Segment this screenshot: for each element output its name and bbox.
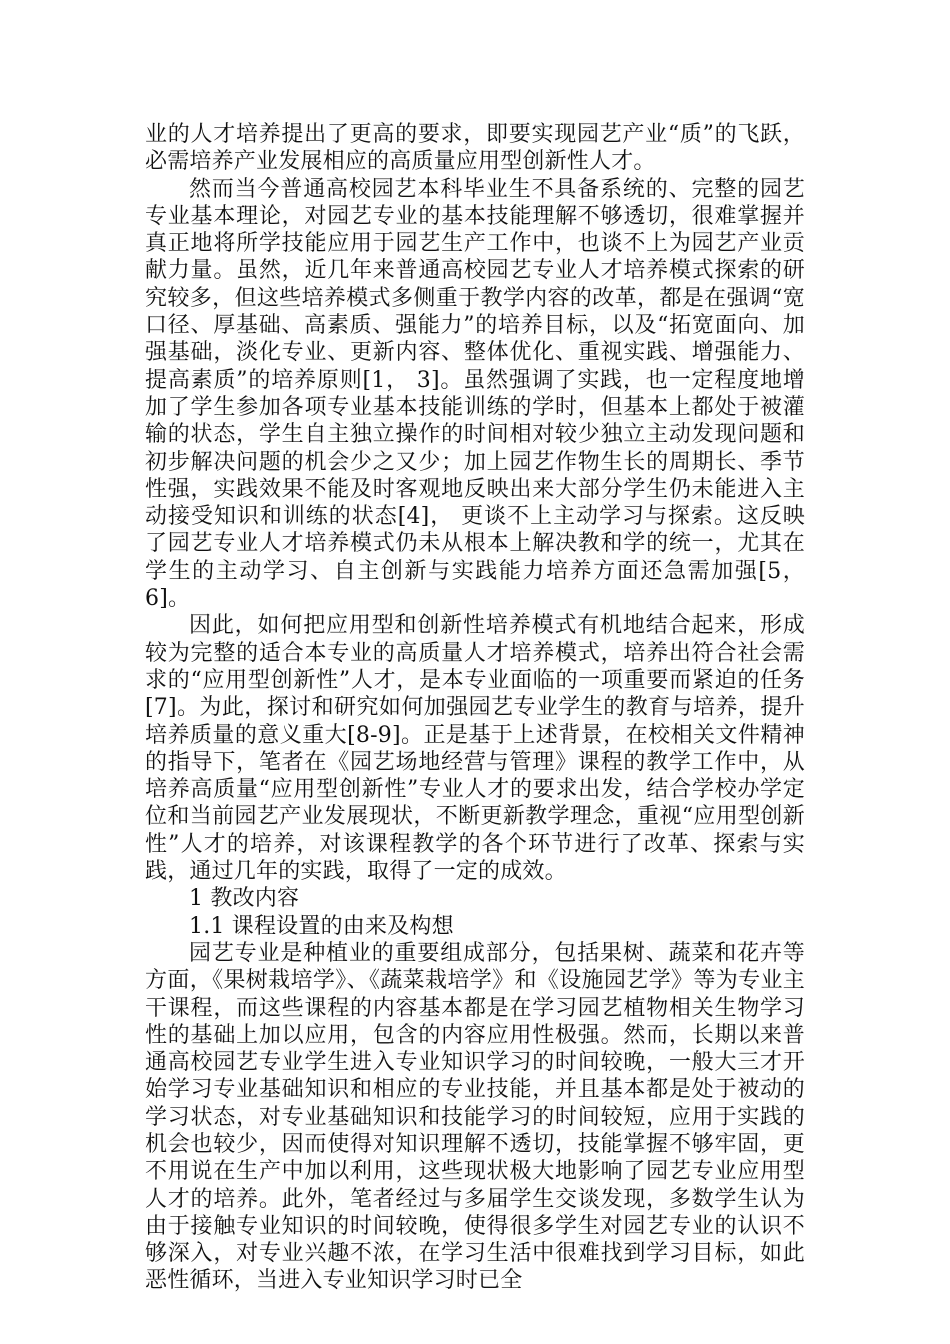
paragraph-therefore: 因此，如何把应用型和创新性培养模式有机地结合起来，形成较为完整的适合本专业的高质量人才培养模式，培养出符合社会需求的“应用型创新性”人才，是本专业面临的一项重要而紧迫的任务[7]。为此，探讨和研究如何加强园艺专业学生的教育与培养，提升培养质量的意义重大[8-9]。正是基于上述背景，在校相关文件精神的指导下，笔者在《园艺场地经营与管理》课程的教学工作中，从培养高质量“应用型创新性”专业人才的要求出发，结合学校办学定位和当前园艺产业发展现状，不断更新教学理念，重视“应用型创新性”人才的培养，对该课程教学的各个环节进行了改革、探索与实践，通过几年的实践，取得了一定的成效。 bbox=[145, 613, 805, 885]
subsection-heading: 1.1 课程设置的由来及构想 bbox=[189, 913, 454, 939]
paragraph-continued: 业的人才培养提出了更高的要求，即要实现园艺产业“质”的飞跃，必需培养产业发展相应的高质量应用型创新性人才。 bbox=[145, 122, 805, 175]
section-heading: 1 教改内容 bbox=[189, 886, 300, 912]
paragraph-problem: 然而当今普通高校园艺本科毕业生不具备系统的、完整的园艺专业基本理论，对园艺专业的基本技能理解不够透切，很难掌握并真正地将所学技能应用于园艺生产工作中，也谈不上为园艺产业贡献力量。虽然，近几年来普通高校园艺专业人才培养模式探索的研究较多，但这些培养模式多侧重于教学内容的改革，都是在强调“宽口径、厚基础、高素质、强能力”的培养目标，以及“拓宽面向、加强基础，淡化专业、更新内容、整体优化、重视实践、增强能力、提高素质”的培养原则[1， 3]。虽然强调了实践，也一定程度地增加了学生参加各项专业基本技能训练的学时，但基本上都处于被灌输的状态，学生自主独立操作的时间相对较少独立主动发现问题和初步解决问题的机会少之又少；加上园艺作物生长的周期长、季节性强，实践效果不能及时客观地反映出来大部分学生仍未能进入主动接受知识和训练的状态[4]， 更谈不上主动学习与探索。这反映了园艺专业人才培养模式仍未从根本上解决教和学的统一，尤其在学生的主动学习、自主创新与实践能力培养方面还急需加强[5， 6]。 bbox=[145, 176, 805, 612]
paragraph-course-origin: 园艺专业是种植业的重要组成部分，包括果树、蔬菜和花卉等方面，《果树栽培学》、《蔬菜栽培学》和《设施园艺学》等为专业主干课程，而这些课程的内容基本都是在学习园艺植物相关生物学习性的基础上加以应用，包含的内容应用性极强。然而，长期以来普通高校园艺专业学生进入专业知识学习的时间较晚，一般大三才开始学习专业基础知识和相应的专业技能，并且基本都是处于被动的学习状态，对专业基础知识和技能学习的时间较短，应用于实践的机会也较少，因而使得对知识理解不透切，技能掌握不够牢固，更不用说在生产中加以利用，这些现状极大地影响了园艺专业应用型人才的培养。此外，笔者经过与多届学生交谈发现，多数学生认为由于接触专业知识的时间较晚，使得很多学生对园艺专业的认识不够深入，对专业兴趣不浓，在学习生活中很难找到学习目标，如此恶性循环，当进入专业知识学习时已全 bbox=[145, 940, 805, 1294]
document-page bbox=[145, 121, 805, 1295]
